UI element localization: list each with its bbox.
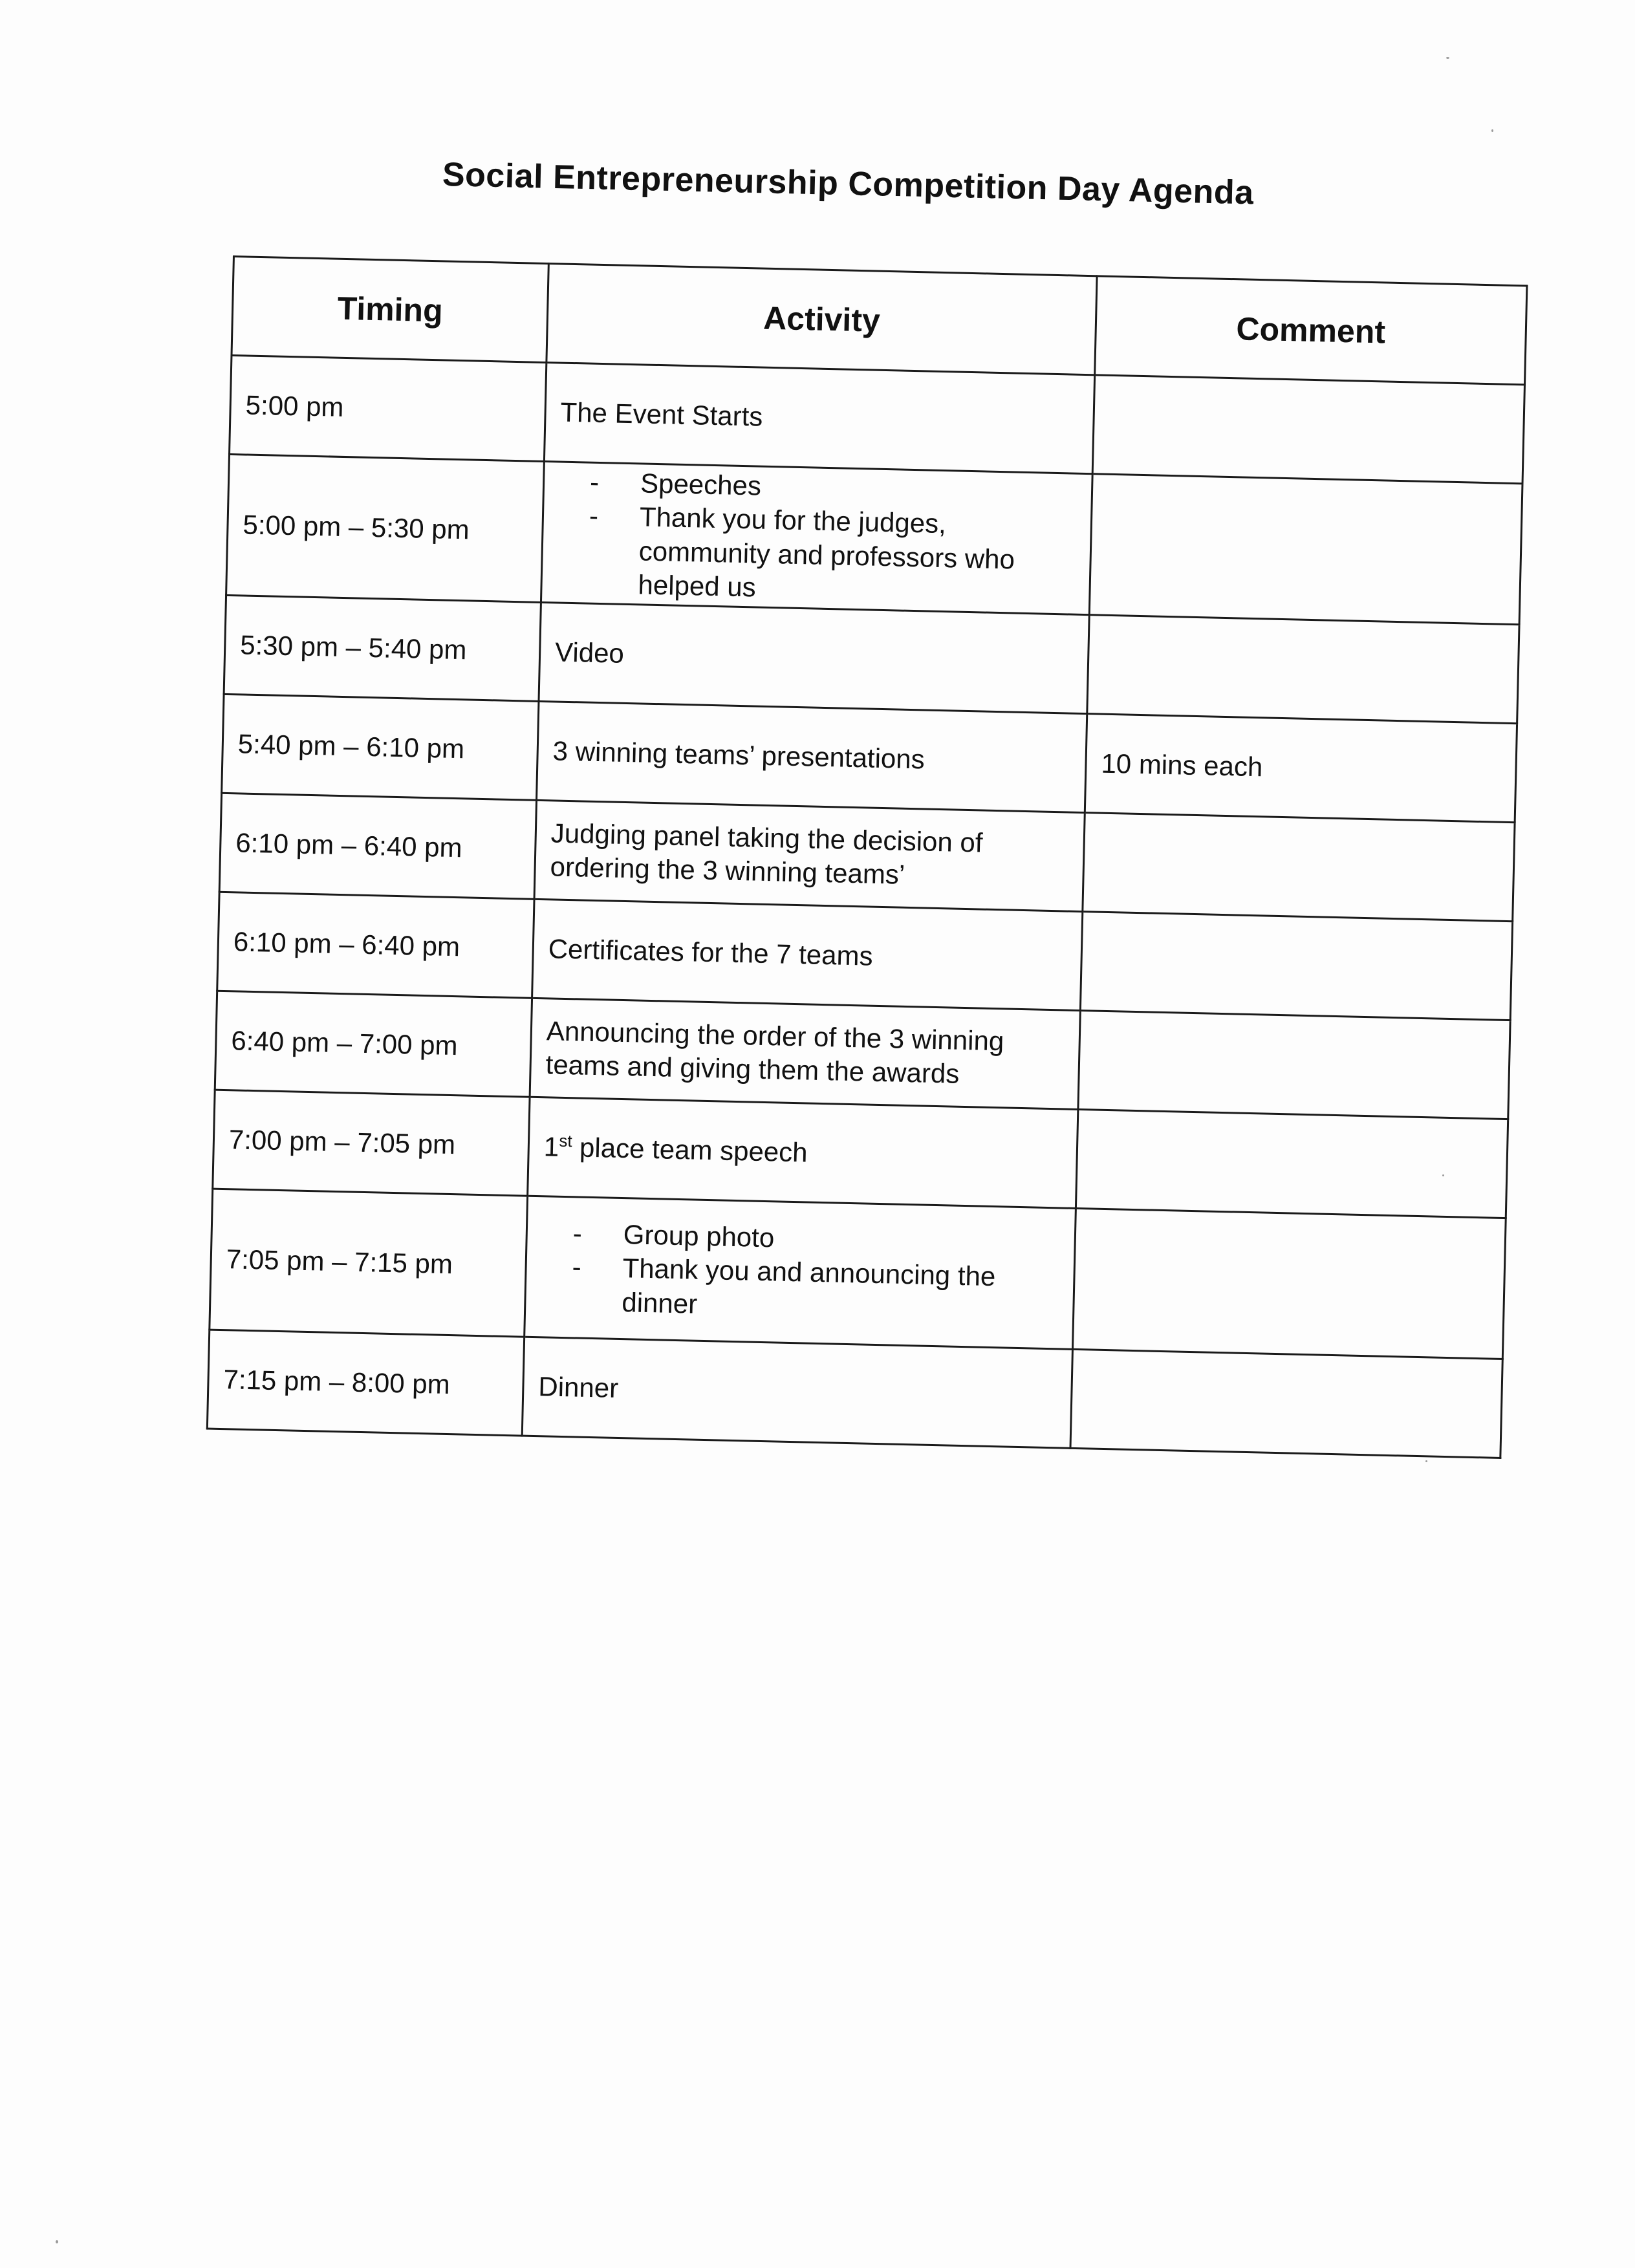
timing-cell: 5:40 pm – 6:10 pm: [222, 694, 539, 800]
activity-bullet: - Thank you for the judges, community and professors who helped us: [587, 499, 1076, 612]
comment-cell: [1083, 813, 1515, 922]
activity-bullet: - Speeches: [590, 465, 1077, 510]
place-ordinal: 1: [543, 1131, 559, 1162]
comment-cell: [1076, 1109, 1508, 1218]
comment-cell: [1080, 912, 1512, 1021]
activity-cell: Announcing the order of the 3 winning teams and giving them the awards: [530, 998, 1080, 1109]
activity-text: place team speech: [571, 1132, 808, 1168]
timing-cell: 6:10 pm – 6:40 pm: [219, 793, 536, 899]
activity-bullet-list: [556, 464, 1077, 612]
timing-cell: 7:15 pm – 8:00 pm: [207, 1330, 524, 1436]
timing-cell: 5:30 pm – 5:40 pm: [224, 595, 541, 701]
header-activity: Activity: [547, 264, 1097, 375]
activity-bullet: - Group photo: [572, 1216, 1060, 1262]
scan-speck: [1446, 57, 1449, 59]
activity-cell: Certificates for the 7 teams: [532, 899, 1083, 1010]
activity-cell: [541, 462, 1092, 615]
comment-cell: 10 mins each: [1085, 714, 1517, 823]
activity-bullet: - Thank you and announcing the dinner: [571, 1251, 1059, 1330]
agenda-table: [206, 255, 1528, 1459]
scan-speck: [1425, 1460, 1427, 1462]
scan-speck: [56, 2240, 58, 2243]
activity-cell: [528, 1097, 1078, 1208]
comment-cell: [1078, 1011, 1510, 1119]
header-timing: Timing: [232, 257, 548, 363]
comment-cell: [1087, 615, 1519, 724]
timing-cell: 6:40 pm – 7:00 pm: [215, 991, 532, 1097]
timing-cell: 7:00 pm – 7:05 pm: [213, 1090, 530, 1196]
comment-cell: [1089, 474, 1522, 625]
timing-cell: 5:00 pm – 5:30 pm: [226, 454, 545, 602]
timing-cell: 6:10 pm – 6:40 pm: [217, 892, 534, 998]
activity-cell: The Event Starts: [544, 363, 1094, 474]
header-comment: Comment: [1095, 276, 1527, 385]
agenda-table-container: [206, 255, 1526, 1459]
activity-cell: Judging panel taking the decision of ordering the 3 winning teams’: [534, 800, 1085, 911]
comment-cell: [1070, 1349, 1502, 1458]
activity-cell: Dinner: [522, 1337, 1072, 1448]
timing-cell: 5:00 pm: [230, 355, 547, 461]
scan-speck: [1442, 1174, 1444, 1176]
activity-cell: [525, 1196, 1076, 1349]
timing-cell: 7:05 pm – 7:15 pm: [210, 1189, 528, 1337]
page-title: Social Entrepreneurship Competition Day Agenda: [442, 156, 1255, 212]
activity-bullet-list: [540, 1216, 1060, 1330]
scan-speck: [1491, 129, 1493, 132]
comment-cell: [1072, 1208, 1506, 1359]
place-ordinal-suffix: st: [559, 1130, 573, 1151]
comment-cell: [1092, 375, 1524, 484]
activity-cell: Video: [539, 602, 1089, 713]
activity-cell: 3 winning teams’ presentations: [537, 701, 1087, 812]
